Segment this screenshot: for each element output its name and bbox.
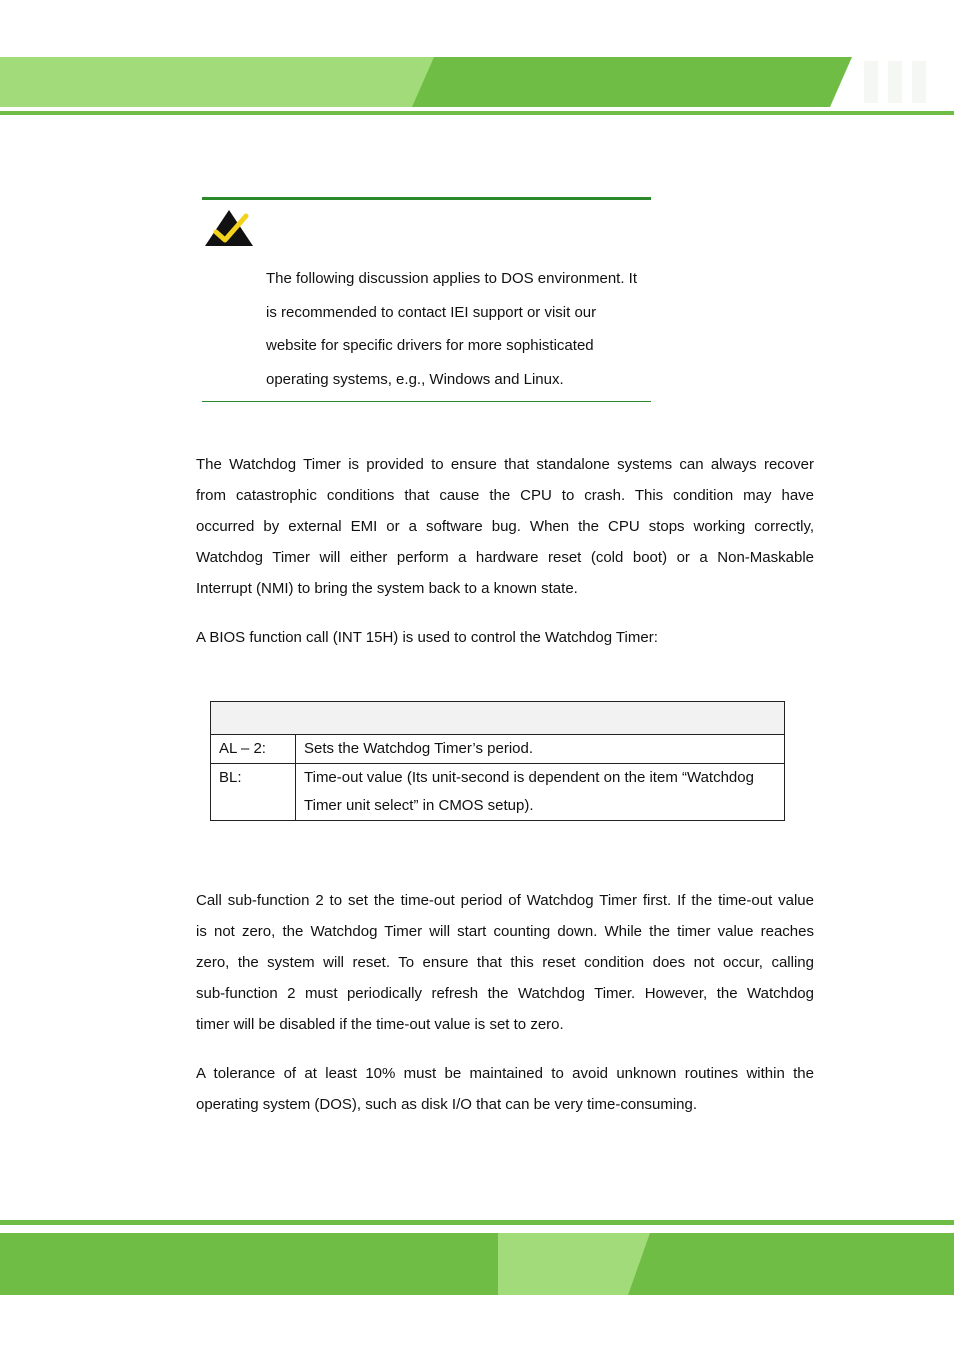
paragraph-line: operating system (DOS), such as disk I/O that can be very time-consuming. [196,1096,698,1113]
bios-function-table [210,701,785,821]
note-line: The following discussion applies to DOS environment. It [266,270,638,287]
note-line: operating systems, e.g., Windows and Linux. [266,371,564,389]
note-line: is recommended to contact IEI support or visit our [266,303,597,321]
paragraph-line: The Watchdog Timer is provided to ensure that standalone systems can always recover [196,456,814,473]
table-value-line: Time-out value (Its unit-second is dependent on the item “Watchdog [304,769,754,786]
table-key-cell: AL – 2: [211,735,296,764]
table-header-row [211,702,785,735]
header-band-light [0,57,440,107]
paragraph-line: A BIOS function call (INT 15H) is used to control the Watchdog Timer: [196,629,658,646]
checkmark-warning-icon [204,208,254,248]
table-value-cell [296,764,785,821]
table-header-cell [211,702,785,735]
table-value-line: Timer unit select” in CMOS setup). [304,797,534,814]
subfunction-paragraph [196,885,814,1040]
footer-band-dark [0,1233,954,1295]
bios-call-sentence [196,622,814,653]
note-bottom-rule [202,401,651,402]
note-text [266,262,656,397]
table-row [211,735,785,764]
header-ghost-logo [858,57,948,107]
table-value-line: Sets the Watchdog Timer’s period. [304,740,533,757]
note-line: website for specific drivers for more sophisticated [266,337,594,355]
paragraph-line: A tolerance of at least 10% must be maintained to avoid unknown routines within the [196,1065,814,1082]
header-band-dark [412,57,852,107]
note-top-rule [202,197,651,200]
table-value-cell [296,735,785,764]
table-row [211,764,785,821]
tolerance-paragraph [196,1058,814,1120]
paragraph-line: sub-function 2 must periodically refresh the Watchdog Timer. However, the Watchdog [196,985,814,1002]
paragraph-line: zero, the system will reset. To ensure that this reset condition does not occur, calling [196,954,814,971]
footer-rule [0,1220,954,1225]
paragraph-line: Watchdog Timer will either perform a hardware reset (cold boot) or a Non-Maskable [196,549,814,566]
header-rule [0,111,954,115]
table-key-cell: BL: [211,764,296,821]
paragraph-line: is not zero, the Watchdog Timer will start counting down. While the timer value reaches [196,923,814,940]
paragraph-line: timer will be disabled if the time-out value is set to zero. [196,1016,564,1033]
paragraph-line: occurred by external EMI or a software bug. When the CPU stops working correctly, [196,518,814,535]
footer-band-light [498,1233,650,1295]
intro-paragraph [196,449,814,604]
paragraph-line: Interrupt (NMI) to bring the system back to a known state. [196,580,578,597]
paragraph-line: from catastrophic conditions that cause the CPU to crash. This condition may have [196,487,814,504]
paragraph-line: Call sub-function 2 to set the time-out period of Watchdog Timer first. If the time-out value [196,892,814,909]
